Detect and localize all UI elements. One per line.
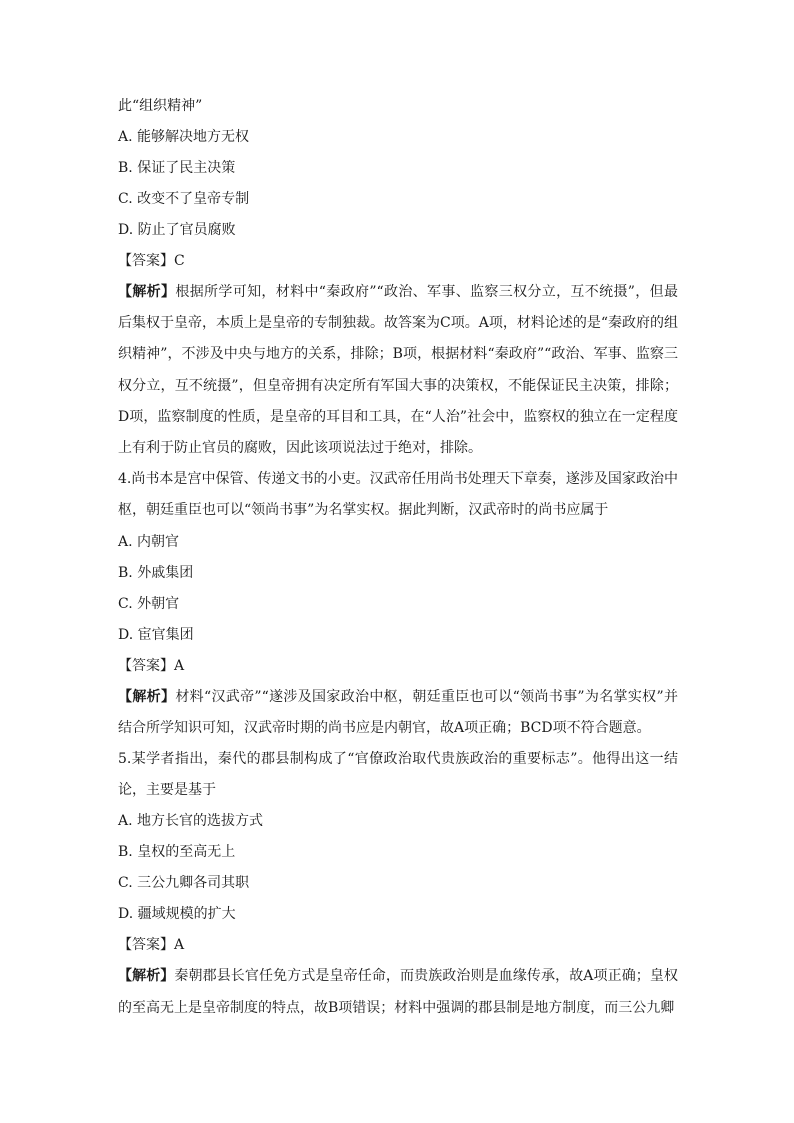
question-3-option-d: D. 防止了官员腐败 bbox=[118, 222, 236, 238]
answer-value: C bbox=[174, 253, 185, 269]
analysis-label: 【解析】 bbox=[118, 968, 175, 985]
question-3-answer bbox=[118, 251, 678, 271]
answer-value: A bbox=[174, 937, 185, 954]
question-4-analysis bbox=[118, 682, 678, 744]
question-3-option-a: A. 能够解决地方无权 bbox=[118, 129, 250, 145]
question-5-option-c: C. 三公九卿各司其职 bbox=[118, 875, 250, 892]
analysis-text: 秦朝郡县长官任免方式是皇帝任命，而贵族政治则是血缘传承，故A项正确；皇权的至高无上是皇帝制度的特点，故B项错误；材料中强调的郡县制是地方制度，而三公九卿 bbox=[118, 968, 679, 1016]
analysis-text: 材料“汉武帝”“遂涉及国家政治中枢，朝廷重臣也可以“领尚书事”为名掌实权”并结合所学知识可知，汉武帝时期的尚书应是内朝官，故A项正确；BCD项不符合题意。 bbox=[118, 688, 678, 736]
answer-label: 【答案】 bbox=[118, 937, 174, 954]
question-4-option-c: C. 外朝官 bbox=[118, 595, 180, 612]
question-4-stem: 4.尚书本是宫中保管、传递文书的小吏。汉武帝任用尚书处理天下章奏，遂涉及国家政治中枢，朝廷重臣也可以“领尚书事”为名掌实权。据此判断，汉武帝时的尚书应属于 bbox=[118, 471, 678, 519]
answer-label: 【答案】 bbox=[118, 253, 174, 269]
answer-label: 【答案】 bbox=[118, 657, 174, 674]
question-5-option-d: D. 疆域规模的扩大 bbox=[118, 906, 236, 923]
question-4-option-b: B. 外戚集团 bbox=[118, 564, 194, 581]
answer-value: A bbox=[174, 657, 185, 674]
question-5-answer bbox=[118, 935, 678, 955]
question-3-option-b: B. 保证了民主决策 bbox=[118, 160, 236, 176]
question-5-stem: 5.某学者指出，秦代的郡县制构成了“官僚政治取代贵族政治的重要标志”。他得出这一结论，主要是基于 bbox=[118, 751, 678, 799]
question-3-option-c: C. 改变不了皇帝专制 bbox=[118, 191, 250, 207]
question-3-analysis bbox=[118, 277, 678, 464]
analysis-label: 【解析】 bbox=[118, 284, 176, 300]
analysis-label: 【解析】 bbox=[118, 688, 176, 705]
question-4-option-d: D. 宦官集团 bbox=[118, 626, 194, 643]
document-page bbox=[118, 96, 678, 1024]
analysis-text: 根据所学可知，材料中“秦政府”“政治、军事、监察三权分立，互不统摄”，但最后集权于皇帝，本质上是皇帝的专制独裁。故答案为C项。A项，材料论述的是“秦政府的组织精神”，不涉及中央与地方的关系，排除；B项，根据材料“秦政府”“政治、军事、监察三权分立，互不统摄”，但皇帝拥有决定所有军国大事的决策权，不能保证民主决策，排除；D项，监察制度的性质，是皇帝的耳目和工具，在“人治”社会中，监察权的独立在一定程度上有利于防止官员的腐败，因此该项说法过于绝对，排除。 bbox=[118, 284, 678, 457]
question-4-answer bbox=[118, 656, 678, 676]
question-5-option-a: A. 地方长官的选拔方式 bbox=[118, 813, 264, 830]
question-3-stem-tail: 此“组织精神” bbox=[118, 98, 203, 114]
question-4-option-a: A. 内朝官 bbox=[118, 533, 180, 550]
question-5-analysis bbox=[118, 961, 678, 1023]
question-5-option-b: B. 皇权的至高无上 bbox=[118, 844, 236, 861]
